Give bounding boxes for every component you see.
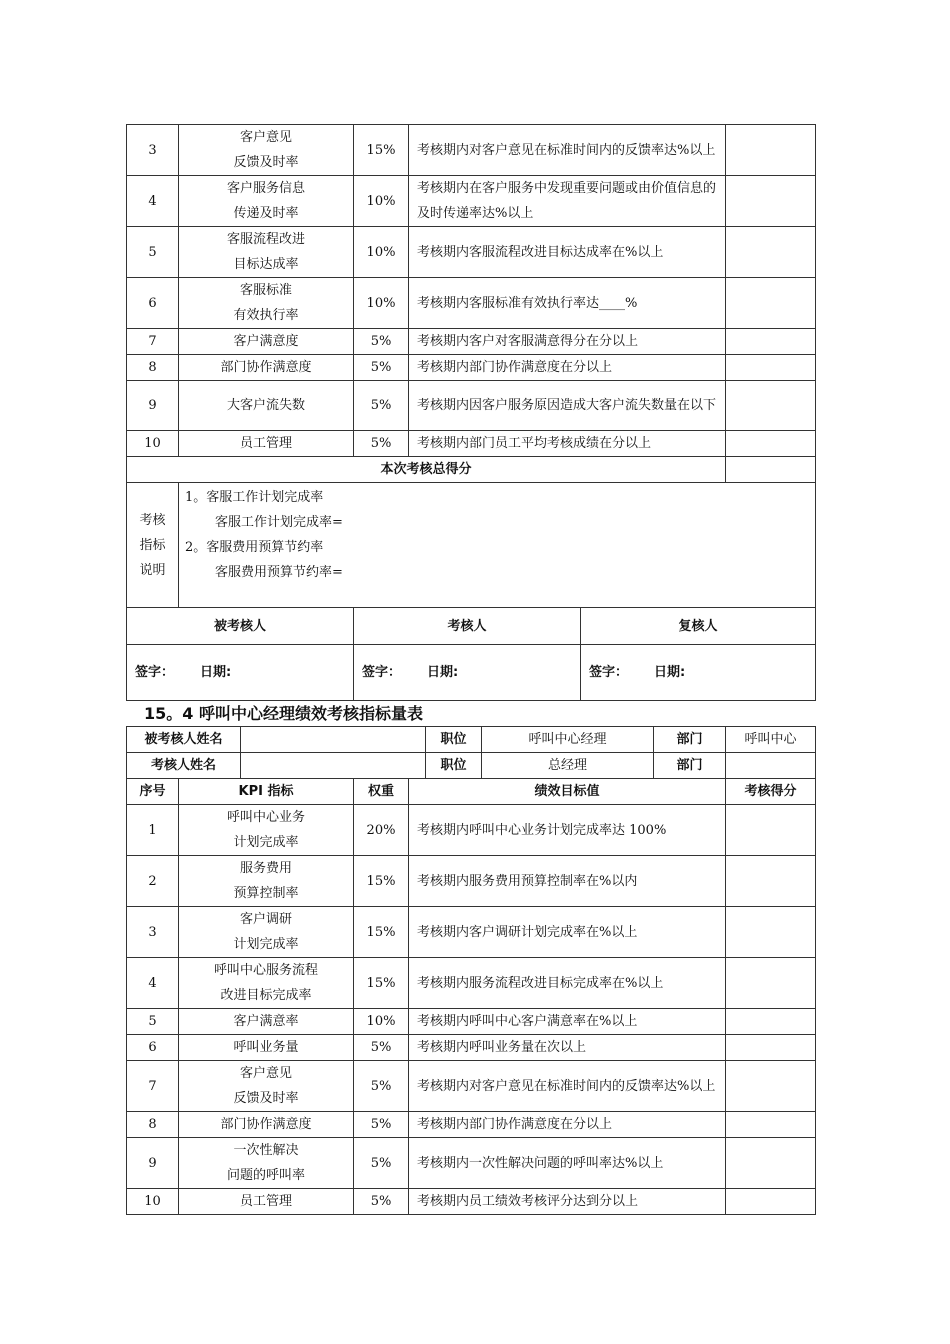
kpi-name-line: 客服流程改进 (226, 232, 305, 247)
kpi-weight: 15% (354, 125, 409, 176)
row-number: 3 (127, 907, 179, 958)
table-row (127, 125, 816, 176)
table-row (127, 1035, 816, 1061)
kpi-target: 考核期内部门协作满意度在分以上 (409, 1112, 726, 1138)
kpi-target: 考核期内对客户意见在标准时间内的反馈率达%以上 (409, 125, 726, 176)
kpi-target: 考核期内一次性解决问题的呼叫率达%以上 (409, 1138, 726, 1189)
kpi-notes-table (126, 482, 816, 608)
kpi-score (726, 1112, 816, 1138)
assessor-position-value: 总经理 (482, 753, 654, 779)
row-number: 4 (127, 176, 179, 227)
kpi-name-line: 客户满意度 (233, 334, 299, 349)
kpi-name-line: 呼叫业务量 (233, 1040, 299, 1055)
kpi-name-line: 客户意见 (239, 1066, 292, 1081)
kpi-weight: 15% (354, 958, 409, 1009)
kpi-name (179, 329, 354, 355)
kpi-score (726, 329, 816, 355)
table-row (127, 1189, 816, 1215)
row-number: 6 (127, 1035, 179, 1061)
table-row (127, 278, 816, 329)
row-number: 8 (127, 1112, 179, 1138)
sign-label: 签字： (589, 665, 629, 680)
kpi-weight: 5% (354, 431, 409, 457)
kpi-weight: 10% (354, 278, 409, 329)
kpi-name-line: 客服标准 (239, 283, 292, 298)
kpi-name-line: 部门协作满意度 (220, 1117, 312, 1132)
kpi-name-line: 传递及时率 (233, 206, 299, 221)
kpi-name (179, 958, 354, 1009)
customer-service-kpi-table (126, 124, 816, 457)
kpi-target: 考核期内呼叫中心客户满意率在%以上 (409, 1009, 726, 1035)
kpi-target: 考核期内在客户服务中发现重要问题或由价值信息的及时传递率达%以上 (409, 176, 726, 227)
table-row (127, 1009, 816, 1035)
kpi-name (179, 278, 354, 329)
kpi-target: 考核期内客户调研计划完成率在%以上 (409, 907, 726, 958)
assessor-dept-value (726, 753, 816, 779)
row-number: 10 (127, 1189, 179, 1215)
row-number: 1 (127, 805, 179, 856)
header-kpi: KPI 指标 (179, 779, 354, 805)
note-line: 客服工作计划完成率= (215, 515, 343, 530)
table-row (127, 958, 816, 1009)
kpi-score (726, 1009, 816, 1035)
kpi-name (179, 856, 354, 907)
row-number: 9 (127, 381, 179, 431)
kpi-target: 考核期内客服流程改进目标达成率在%以上 (409, 227, 726, 278)
kpi-score (726, 907, 816, 958)
kpi-name (179, 355, 354, 381)
row-number: 7 (127, 329, 179, 355)
table-row (127, 431, 816, 457)
kpi-weight: 10% (354, 176, 409, 227)
assessee-name-value (241, 727, 426, 753)
kpi-name (179, 907, 354, 958)
kpi-name (179, 1061, 354, 1112)
kpi-weight: 5% (354, 1061, 409, 1112)
kpi-weight: 5% (354, 381, 409, 431)
assessor-name-value (241, 753, 426, 779)
kpi-name-line: 大客户流失数 (226, 398, 305, 413)
kpi-score (726, 381, 816, 431)
table-row (127, 355, 816, 381)
header-no: 序号 (127, 779, 179, 805)
kpi-name-line: 问题的呼叫率 (226, 1168, 305, 1183)
table-row (127, 1138, 816, 1189)
table-row (127, 329, 816, 355)
position-label: 职位 (426, 753, 482, 779)
kpi-target: 考核期内服务流程改进目标完成率在%以上 (409, 958, 726, 1009)
date-label: 日期: (427, 665, 459, 680)
reviewer-sign-cell (581, 645, 816, 701)
header-target: 绩效目标值 (409, 779, 726, 805)
note-line: 1。客服工作计划完成率 (185, 490, 324, 505)
kpi-weight: 10% (354, 1009, 409, 1035)
row-number: 6 (127, 278, 179, 329)
table-row (127, 1061, 816, 1112)
table-row (127, 805, 816, 856)
kpi-name (179, 805, 354, 856)
kpi-weight: 5% (354, 329, 409, 355)
kpi-score (726, 278, 816, 329)
table-row (127, 227, 816, 278)
kpi-name (179, 1009, 354, 1035)
kpi-score (726, 958, 816, 1009)
kpi-name-line: 有效执行率 (233, 308, 299, 323)
kpi-name (179, 176, 354, 227)
kpi-name-line: 一次性解决 (233, 1143, 299, 1158)
dept-label: 部门 (654, 727, 726, 753)
kpi-target: 考核期内客户对客服满意得分在分以上 (409, 329, 726, 355)
row-number: 4 (127, 958, 179, 1009)
kpi-score (726, 856, 816, 907)
kpi-name-line: 反馈及时率 (233, 155, 299, 170)
dept-label: 部门 (654, 753, 726, 779)
kpi-target: 考核期内员工绩效考核评分达到分以上 (409, 1189, 726, 1215)
row-number: 3 (127, 125, 179, 176)
kpi-score (726, 227, 816, 278)
assessor-header: 考核人 (354, 608, 581, 645)
kpi-name (179, 1035, 354, 1061)
kpi-name-line: 客户意见 (239, 130, 292, 145)
kpi-weight: 10% (354, 227, 409, 278)
note-line: 客服费用预算节约率= (215, 565, 343, 580)
row-number: 5 (127, 1009, 179, 1035)
total-score-label: 本次考核总得分 (127, 457, 726, 483)
kpi-name (179, 431, 354, 457)
kpi-name-line: 员工管理 (239, 436, 292, 451)
kpi-target: 考核期内客服标准有效执行率达____% (409, 278, 726, 329)
call-center-manager-kpi-table (126, 726, 816, 779)
table-row (127, 381, 816, 431)
kpi-name-line: 客户调研 (239, 912, 292, 927)
assessee-dept-value: 呼叫中心 (726, 727, 816, 753)
call-center-kpi-rows-table (126, 778, 816, 1215)
kpi-score (726, 1061, 816, 1112)
row-number: 5 (127, 227, 179, 278)
assessee-sign-cell (127, 645, 354, 701)
kpi-score (726, 176, 816, 227)
kpi-name-line: 客户服务信息 (226, 181, 305, 196)
header-score: 考核得分 (726, 779, 816, 805)
kpi-name-line: 呼叫中心业务 (226, 810, 305, 825)
table-row (127, 907, 816, 958)
kpi-name-line: 计划完成率 (233, 937, 299, 952)
total-score-table (126, 456, 816, 483)
kpi-score (726, 355, 816, 381)
header-weight: 权重 (354, 779, 409, 805)
notes-label: 考核 指标 说明 (127, 483, 179, 608)
kpi-name-line: 目标达成率 (233, 257, 299, 272)
position-label: 职位 (426, 727, 482, 753)
kpi-weight: 5% (354, 1138, 409, 1189)
row-number: 8 (127, 355, 179, 381)
reviewer-header: 复核人 (581, 608, 816, 645)
total-score-value (726, 457, 816, 483)
kpi-weight: 15% (354, 907, 409, 958)
row-number: 9 (127, 1138, 179, 1189)
signature-table (126, 607, 816, 701)
kpi-score (726, 431, 816, 457)
kpi-name (179, 125, 354, 176)
kpi-name-line: 部门协作满意度 (220, 360, 312, 375)
kpi-target: 考核期内服务费用预算控制率在%以内 (409, 856, 726, 907)
kpi-name-line: 反馈及时率 (233, 1091, 299, 1106)
kpi-target: 考核期内因客户服务原因造成大客户流失数量在以下 (409, 381, 726, 431)
kpi-target: 考核期内对客户意见在标准时间内的反馈率达%以上 (409, 1061, 726, 1112)
kpi-name-line: 员工管理 (239, 1194, 292, 1209)
table-row (127, 856, 816, 907)
kpi-name-line: 呼叫中心服务流程 (213, 963, 318, 978)
kpi-name-line: 改进目标完成率 (220, 988, 312, 1003)
date-label: 日期: (200, 665, 232, 680)
kpi-name-line: 计划完成率 (233, 835, 299, 850)
kpi-weight: 5% (354, 355, 409, 381)
kpi-name-line: 客户满意率 (233, 1014, 299, 1029)
table-row (127, 1112, 816, 1138)
kpi-score (726, 1138, 816, 1189)
date-label: 日期: (654, 665, 686, 680)
kpi-weight: 5% (354, 1035, 409, 1061)
assessor-name-label: 考核人姓名 (127, 753, 241, 779)
section-title: 15。4 呼叫中心经理绩效考核指标量表 (144, 704, 423, 723)
kpi-name-line: 服务费用 (239, 861, 292, 876)
table-row (127, 176, 816, 227)
kpi-name (179, 381, 354, 431)
kpi-target: 考核期内部门协作满意度在分以上 (409, 355, 726, 381)
sign-label: 签字： (362, 665, 402, 680)
assessor-sign-cell (354, 645, 581, 701)
kpi-name (179, 1112, 354, 1138)
kpi-name (179, 227, 354, 278)
kpi-score (726, 1189, 816, 1215)
kpi-name (179, 1189, 354, 1215)
sign-label: 签字： (135, 665, 175, 680)
kpi-name (179, 1138, 354, 1189)
assessee-header: 被考核人 (127, 608, 354, 645)
kpi-score (726, 805, 816, 856)
kpi-weight: 5% (354, 1189, 409, 1215)
kpi-score (726, 1035, 816, 1061)
row-number: 2 (127, 856, 179, 907)
kpi-weight: 20% (354, 805, 409, 856)
notes-content (179, 483, 816, 608)
row-number: 10 (127, 431, 179, 457)
row-number: 7 (127, 1061, 179, 1112)
kpi-weight: 15% (354, 856, 409, 907)
kpi-weight: 5% (354, 1112, 409, 1138)
kpi-target: 考核期内部门员工平均考核成绩在分以上 (409, 431, 726, 457)
note-line: 2。客服费用预算节约率 (185, 540, 324, 555)
kpi-target: 考核期内呼叫中心业务计划完成率达 100% (409, 805, 726, 856)
kpi-target: 考核期内呼叫业务量在次以上 (409, 1035, 726, 1061)
kpi-score (726, 125, 816, 176)
kpi-name-line: 预算控制率 (233, 886, 299, 901)
assessee-name-label: 被考核人姓名 (127, 727, 241, 753)
assessee-position-value: 呼叫中心经理 (482, 727, 654, 753)
document-page (126, 124, 815, 1215)
